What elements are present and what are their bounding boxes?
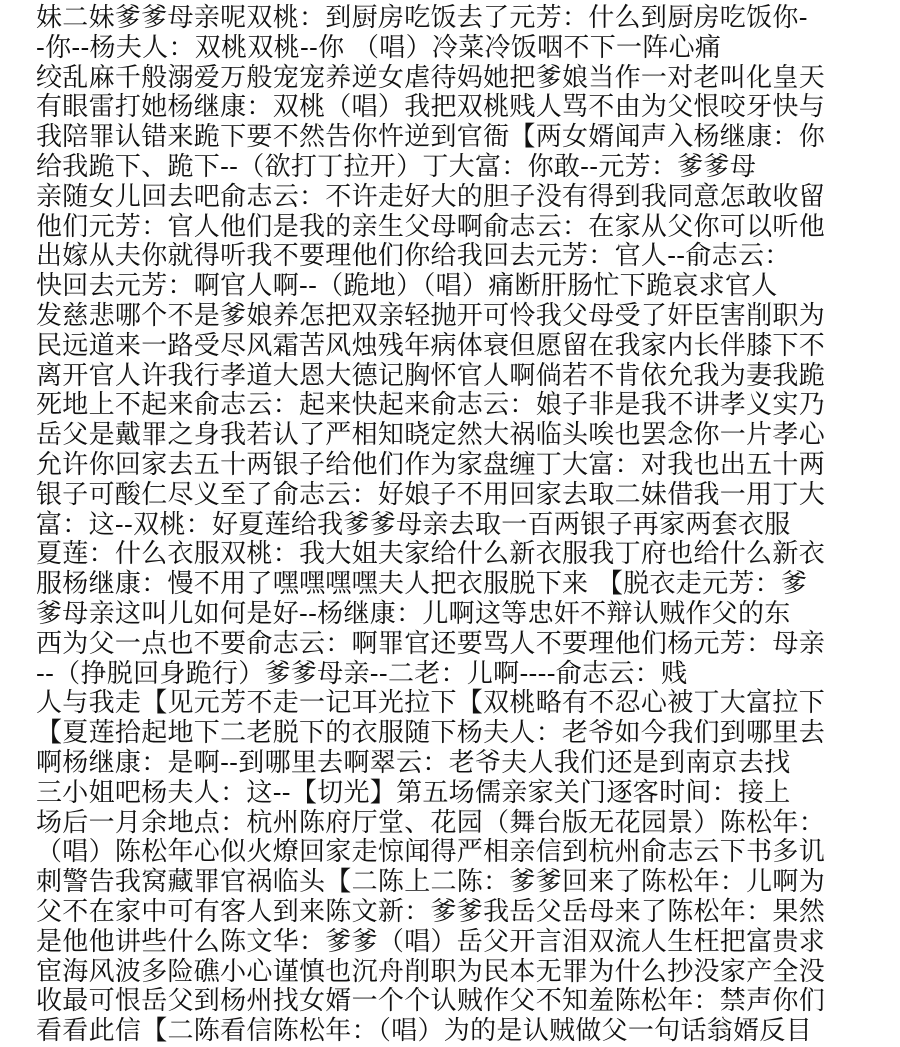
text-line: 妹二妹爹爹母亲呢双桃：到厨房吃饭去了元芳：什么到厨房吃饭你- xyxy=(36,3,808,33)
text-line: 富：这--双桃：好夏莲给我爹爹母亲去取一百两银子再家两套衣服 xyxy=(36,509,791,540)
text-line: 西为父一点也不要俞志云：啊罪官还要骂人不要理他们杨元芳：母亲 xyxy=(36,628,826,659)
text-line: 场后一月余地点：杭州陈府厅堂、花园（舞台版无花园景）陈松年： xyxy=(36,807,826,838)
text-line: 是他他讲些什么陈文华：爹爹（唱）岳父开言泪双流人生枉把富贵求 xyxy=(36,926,826,957)
text-line: 【夏莲拾起地下二老脱下的衣服随下杨夫人：老爷如今我们到哪里去 xyxy=(36,718,826,749)
text-line: 夏莲：什么衣服双桃：我大姐夫家给什么新衣服我丁府也给什么新衣 xyxy=(36,539,826,570)
text-line: 人与我走【见元芳不走一记耳光拉下【双桃略有不忍心被丁大富拉下 xyxy=(36,688,826,719)
text-line: 发慈悲哪个不是爹娘养怎把双亲轻抛开可怜我父母受了奸臣害削职为 xyxy=(36,300,826,331)
text-line: 出嫁从夫你就得听我不要理他们你给我回去元芳：官人--俞志云： xyxy=(36,241,791,272)
text-line: 三小姐吧杨夫人：这--【切光】第五场儒亲家关门逐客时间：接上 xyxy=(36,777,791,808)
text-line: -你--杨夫人：双桃双桃--你 （唱）冷菜冷饭咽不下一阵心痛 xyxy=(36,32,722,63)
text-line: 亲随女儿回去吧俞志云：不许走好大的胆子没有得到我同意怎敢收留 xyxy=(36,181,826,212)
text-line: （唱）陈松年心似火燎回家走惊闻得严相亲信到杭州俞志云下书多讥 xyxy=(36,837,826,868)
text-line: 服杨继康：慢不用了嘿嘿嘿嘿夫人把衣服脱下来 【脱衣走元芳：爹 xyxy=(36,569,808,600)
text-line: 我陪罪认错来跪下要不然告你忤逆到官衙【两女婿闻声入杨继康：你 xyxy=(36,122,826,153)
text-line: 快回去元芳：啊官人啊--（跪地）（唱）痛断肝肠忙下跪哀求官人 xyxy=(36,271,778,302)
text-line: 父不在家中可有客人到来陈文新：爹爹我岳父岳母来了陈松年：果然 xyxy=(36,896,826,927)
script-text-block xyxy=(36,4,886,1047)
text-line: 他们元芳：官人他们是我的亲生父母啊俞志云：在家从父你可以听他 xyxy=(36,211,826,242)
text-line: 刺警告我窝藏罪官祸临头【二陈上二陈：爹爹回来了陈松年：儿啊为 xyxy=(36,867,826,898)
text-line: 收最可恨岳父到杨州找女婿一个个认贼作父不知羞陈松年：禁声你们 xyxy=(36,986,826,1017)
text-line: 允许你回家去五十两银子给他们作为家盘缠丁大富：对我也出五十两 xyxy=(36,449,826,480)
text-line: 看看此信【二陈看信陈松年：（唱）为的是认贼做父一句话翁婿反目 xyxy=(36,1016,813,1047)
text-line: 岳父是戴罪之身我若认了严相知晓定然大祸临头唉也罢念你一片孝心 xyxy=(36,420,826,451)
text-line: 宦海风波多险礁小心谨慎也沉舟削职为民本无罪为什么抄没家产全没 xyxy=(36,956,826,987)
text-line: 爹母亲这叫儿如何是好--杨继康：儿啊这等忠奸不辩认贼作父的东 xyxy=(36,598,791,629)
text-line: 啊杨继康：是啊--到哪里去啊翠云：老爷夫人我们还是到南京去找 xyxy=(36,747,791,778)
text-line: 给我跪下、跪下--（欲打丁拉开）丁大富：你敢--元芳：爹爹母 xyxy=(36,151,757,182)
text-line: --（挣脱回身跪行）爹爹母亲--二老：儿啊----俞志云：贱 xyxy=(36,658,688,689)
text-line: 离开官人许我行孝道大恩大德记胸怀官人啊倘若不肯依允我为妻我跪 xyxy=(36,360,826,391)
text-line: 死地上不起来俞志云：起来快起来俞志云：娘子非是我不讲孝义实乃 xyxy=(36,390,826,421)
text-line: 民远道来一路受尽风霜苦风烛残年病体衰但愿留在我家内长伴膝下不 xyxy=(36,330,826,361)
text-line: 绞乱麻千般溺爱万般宠宠养逆女虐待妈她把爹娘当作一对老叫化皇天 xyxy=(36,62,826,93)
text-line: 银子可酸仁尽义至了俞志云：好娘子不用回家去取二妹借我一用丁大 xyxy=(36,479,826,510)
text-line: 有眼雷打她杨继康：双桃（唱）我把双桃贱人骂不由为父恨咬牙快与 xyxy=(36,92,826,123)
